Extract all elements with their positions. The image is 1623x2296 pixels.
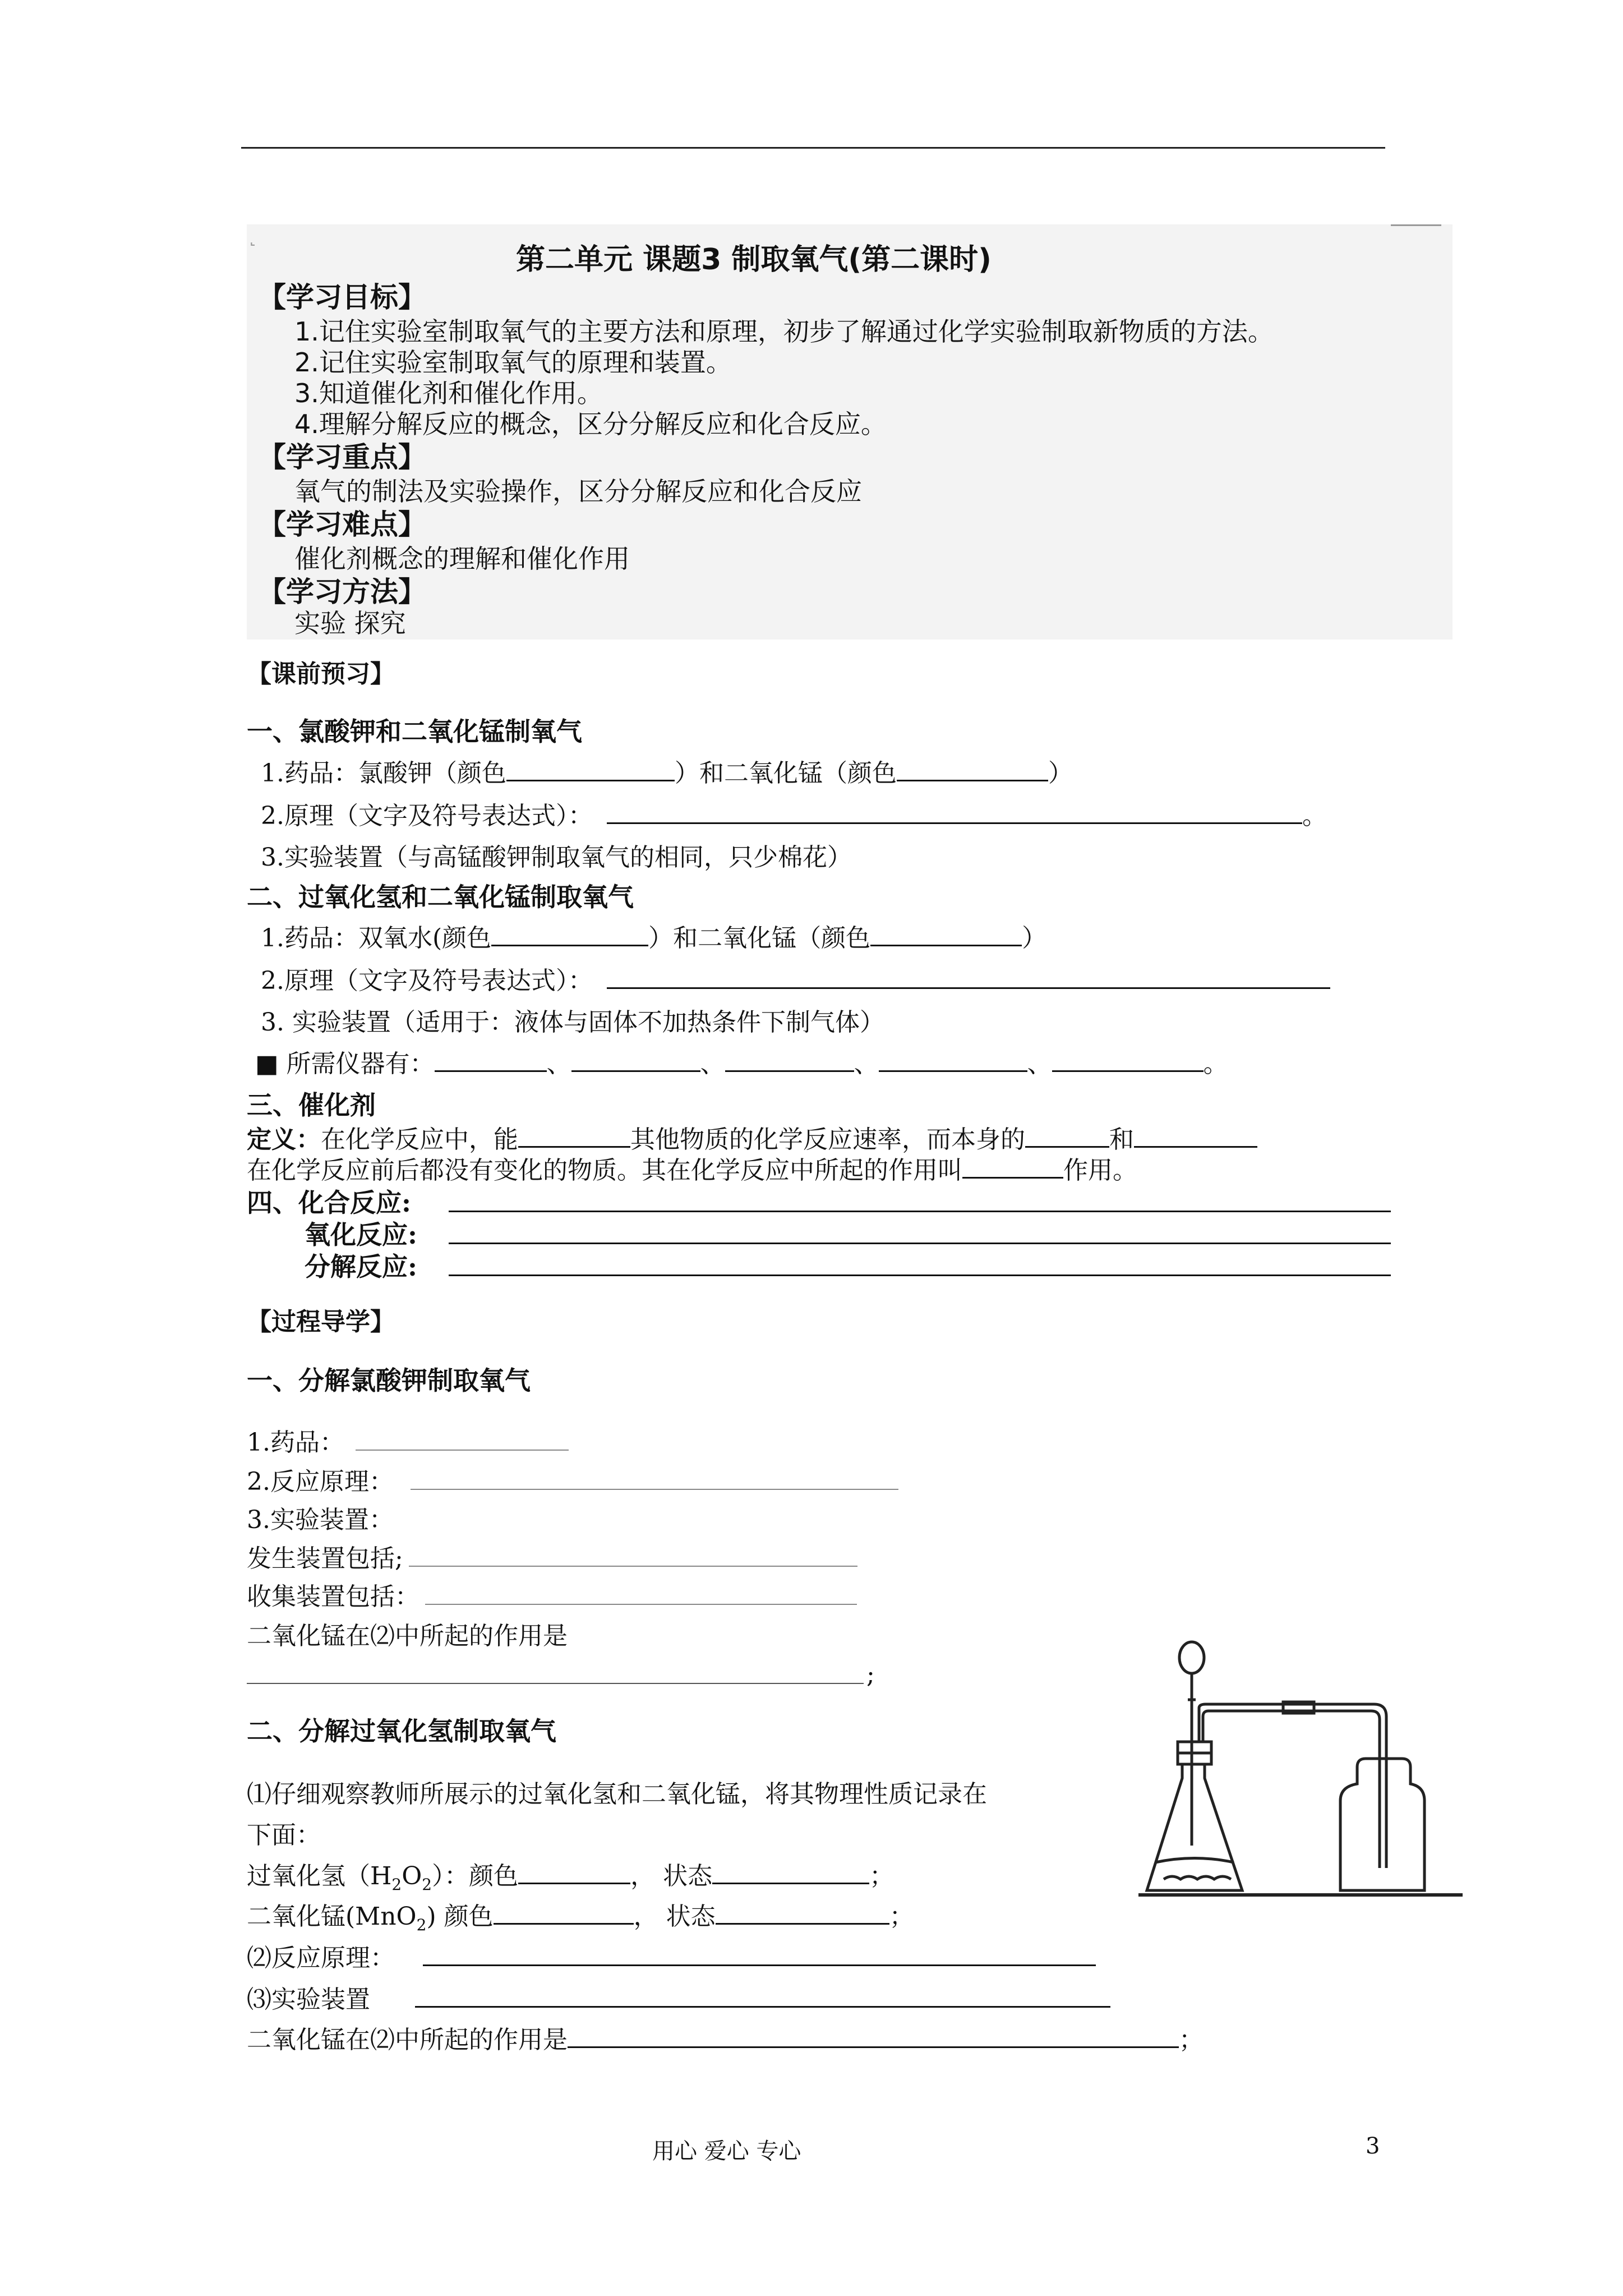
blank[interactable]: [1025, 1125, 1109, 1148]
label: O: [402, 1862, 422, 1890]
blank[interactable]: [712, 1861, 869, 1884]
label: ）和二氧化锰（颜色: [648, 924, 871, 953]
label: 二氧化锰(MnO: [247, 1902, 417, 1931]
subscript: 2: [422, 1875, 432, 1894]
blank[interactable]: [725, 1049, 854, 1072]
drug-line: [247, 1422, 569, 1458]
label: 。: [1302, 802, 1327, 830]
blank[interactable]: [879, 1049, 1027, 1072]
collector-line: [247, 1576, 857, 1612]
drug-line: [261, 753, 1073, 789]
subscript: 2: [416, 1915, 427, 1934]
label: ）：颜色: [432, 1862, 519, 1890]
label: 2.原理（文字及符号表达式）：: [261, 967, 593, 995]
label: 1.药品：氯酸钾（颜色: [261, 759, 506, 788]
label: ⑵反应原理：: [247, 1944, 395, 1972]
page-number: 3: [1366, 2133, 1380, 2159]
blank[interactable]: [356, 1428, 569, 1451]
blank[interactable]: [1052, 1049, 1204, 1072]
apparatus-line: 3.实验装置：: [247, 1506, 394, 1534]
label: 发生装置包括;: [247, 1544, 403, 1573]
label: ⑶实验装置: [247, 1985, 370, 2014]
preview-header: 【课前预习】: [247, 660, 395, 688]
blank[interactable]: [518, 1125, 630, 1148]
principle-line: [261, 795, 1327, 831]
method-item: 实验 探究: [294, 608, 406, 638]
objective-item: 3.知道催化剂和催化作用。: [294, 378, 603, 408]
label: ）: [1022, 924, 1047, 953]
blank[interactable]: [1134, 1125, 1257, 1148]
footer-motto: 用心 爱心 专心: [652, 2138, 801, 2164]
label: 在化学反应中，能: [321, 1125, 518, 1154]
unit-title: 第二单元 课题3 制取氧气(第二课时): [516, 243, 992, 277]
blank[interactable]: [607, 966, 1330, 989]
reaction-label: 氧化反应:: [305, 1220, 417, 1250]
label: 、: [700, 1050, 725, 1078]
label: 1.药品：: [247, 1428, 344, 1457]
label: 、: [1027, 1050, 1052, 1078]
label: 2.反应原理：: [247, 1467, 394, 1496]
corner-mark: [1391, 224, 1441, 226]
header-rule: [241, 147, 1385, 149]
label: ， 状态: [633, 1902, 716, 1931]
blank[interactable]: [435, 1049, 547, 1072]
section-heading: 【学习方法】: [258, 576, 426, 608]
blank[interactable]: [571, 1049, 700, 1072]
instrument-line: [255, 1043, 1228, 1079]
label: 其他物质的化学反应速率，而本身的: [630, 1125, 1025, 1154]
section-title: 三、催化剂: [247, 1090, 376, 1120]
blank[interactable]: [568, 2025, 1179, 2048]
answer-line[interactable]: [449, 1211, 1391, 1212]
blank[interactable]: [409, 1544, 857, 1567]
label: 定义：: [247, 1125, 321, 1154]
label: 作用。: [1063, 1156, 1137, 1185]
label: ；: [869, 1862, 895, 1890]
definition-line-2: [247, 1150, 1137, 1186]
reaction-label: 分解反应:: [305, 1251, 417, 1282]
section-title: 二、过氧化氢和二氧化锰制取氧气: [247, 882, 634, 912]
answer-line[interactable]: [247, 1683, 864, 1684]
section-heading: 【学习目标】: [258, 281, 426, 314]
blank[interactable]: [518, 1861, 630, 1884]
label: ）和二氧化锰（颜色: [674, 759, 897, 788]
blank[interactable]: [607, 801, 1302, 824]
answer-line[interactable]: [449, 1274, 1391, 1276]
catalyst-question: [247, 2019, 1204, 2055]
section-title: 一、氯酸钾和二氧化锰制氧气: [247, 716, 582, 747]
section-title: 二、分解过氧化氢制取氧气: [247, 1716, 556, 1746]
blank[interactable]: [494, 1902, 634, 1925]
section-title: 四、化合反应:: [247, 1188, 411, 1218]
objective-item: 4.理解分解反应的概念，区分分解反应和化合反应。: [294, 409, 887, 439]
apparatus-note: 3.实验装置（与高锰酸钾制取氧气的相同，只少棉花）: [261, 843, 852, 872]
label: 二氧化锰在⑵中所起的作用是: [247, 2026, 568, 2054]
blank[interactable]: [415, 1985, 1110, 2008]
observe-line: ⑴仔细观察教师所展示的过氧化氢和二氧化锰，将其物理性质记录在: [247, 1780, 987, 1809]
observe-line: 下面：: [247, 1821, 321, 1849]
apparatus-note: 3. 实验装置（适用于：液体与固体不加热条件下制气体）: [261, 1008, 884, 1037]
blank[interactable]: [491, 923, 648, 946]
corner-mark: ˻: [250, 224, 256, 247]
label: 收集装置包括：: [247, 1582, 419, 1611]
key-point: 氧气的制法及实验操作，区分分解反应和化合反应: [294, 476, 862, 507]
section-title: 一、分解氯酸钾制取氧气: [247, 1365, 531, 1396]
objective-item: 1.记住实验室制取氧气的主要方法和原理，初步了解通过化学实验制取新物质的方法。: [294, 316, 1274, 347]
subscript: 2: [391, 1875, 402, 1894]
guide-header: 【过程导学】: [247, 1308, 395, 1336]
semicolon: ;: [866, 1660, 875, 1689]
label: ■ 所需仪器有：: [255, 1050, 435, 1078]
objectives-banner: [247, 224, 1453, 639]
section-heading: 【学习重点】: [258, 441, 426, 473]
difficulty-point: 催化剂概念的理解和催化作用: [294, 544, 630, 574]
principle-line: [261, 960, 1330, 996]
catalyst-question: 二氧化锰在⑵中所起的作用是: [247, 1622, 568, 1650]
label: ) 颜色: [426, 1902, 494, 1931]
blank[interactable]: [962, 1156, 1063, 1179]
objective-item: 2.记住实验室制取氧气的原理和装置。: [294, 347, 732, 378]
label: 1.药品：双氧水(颜色: [261, 924, 492, 953]
blank[interactable]: [870, 923, 1022, 946]
blank[interactable]: [423, 1943, 1096, 1966]
drug-line: [261, 918, 1046, 954]
mno2-property-line: [247, 1896, 914, 1934]
principle-line: [247, 1461, 898, 1497]
answer-line[interactable]: [449, 1243, 1391, 1244]
blank[interactable]: [506, 758, 675, 781]
blank[interactable]: [716, 1902, 889, 1925]
label: ；: [889, 1902, 914, 1931]
label: 、: [546, 1050, 571, 1078]
oxygen-apparatus-illustration: [1138, 1632, 1464, 1902]
apparatus-line: [247, 1979, 1110, 2015]
label: 和: [1109, 1125, 1134, 1154]
label: 在化学反应前后都没有变化的物质。其在化学反应中所起的作用叫: [247, 1156, 962, 1185]
principle-line: [247, 1938, 1096, 1973]
label: 。: [1203, 1050, 1228, 1078]
apparatus-drawing: [1138, 1642, 1463, 1895]
blank[interactable]: [897, 758, 1048, 781]
blank[interactable]: [425, 1582, 857, 1605]
blank[interactable]: [411, 1467, 898, 1490]
generator-line: [247, 1538, 857, 1574]
label: ）: [1048, 759, 1073, 788]
label: 、: [854, 1050, 879, 1078]
h2o2-property-line: [247, 1856, 894, 1894]
label: 2.原理（文字及符号表达式）：: [261, 802, 593, 830]
section-heading: 【学习难点】: [258, 508, 426, 541]
label: ， 状态: [630, 1862, 713, 1890]
label: ；: [1179, 2026, 1204, 2054]
label: 过氧化氢（H: [247, 1862, 392, 1890]
